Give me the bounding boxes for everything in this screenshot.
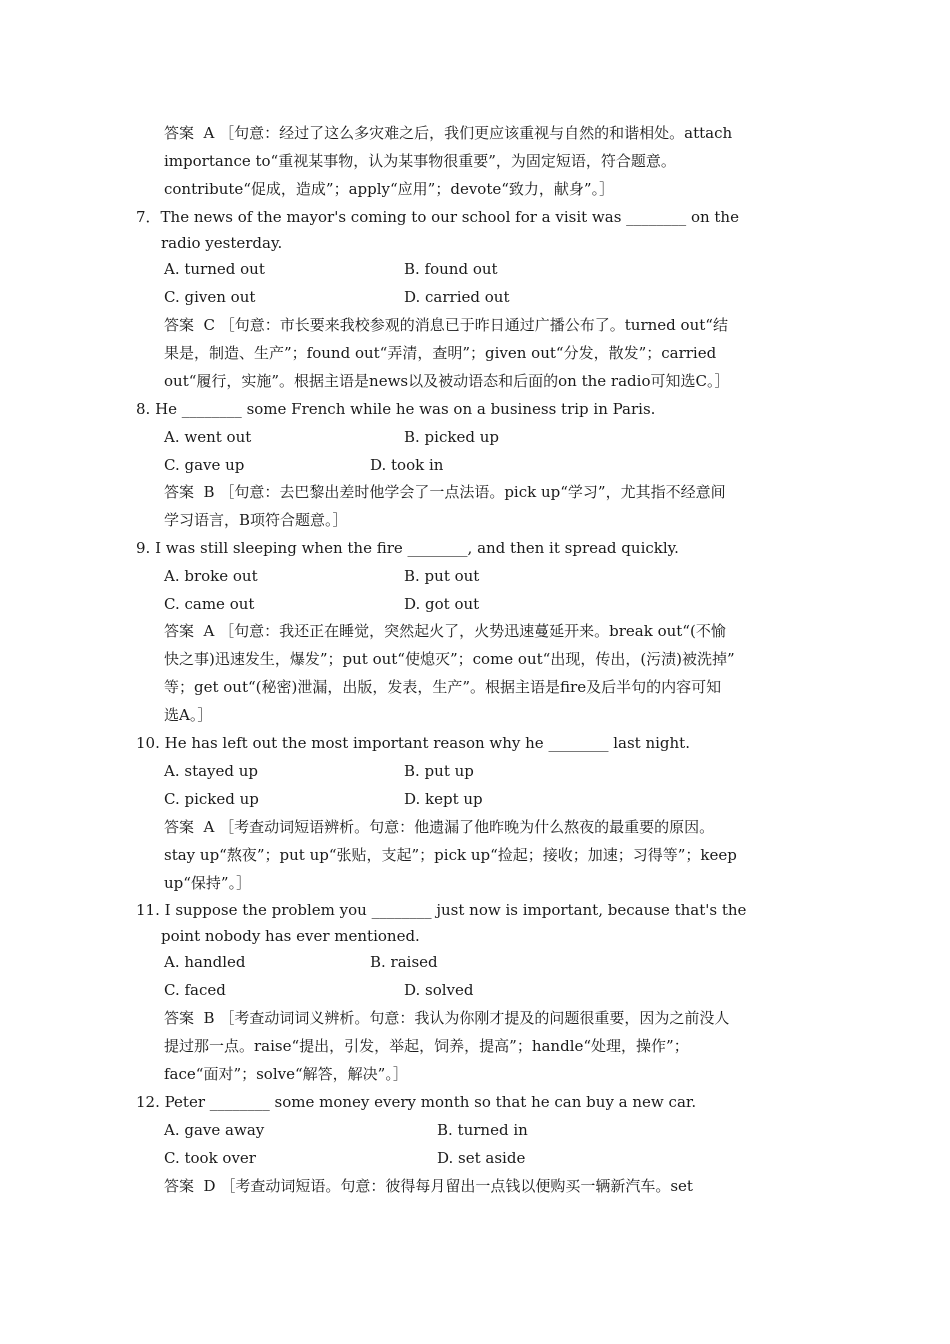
q9-option-c: C. came out (164, 595, 255, 613)
q10-answer-line-2: stay up“熬夜”；put up“张贴，支起”；pick up“捡起；接收；加速；习得等”；keep (164, 846, 737, 864)
q8-answer-line-1: 答案 B ［句意：去巴黎出差时他学会了一点法语。pick up“学习”，尤其指不经意间 (164, 483, 726, 501)
q7-answer-line-3: out“履行，实施”。根据主语是news以及被动语态和后面的on the radio可知选C。］ (164, 372, 730, 390)
q7-answer-line-1: 答案 C ［句意：市长要来我校参观的消息已于昨日通过广播公布了。turned out“结 (164, 316, 728, 334)
q10-answer-line-1: 答案 A ［考查动词短语辨析。句意：他遗漏了他昨晚为什么熬夜的最重要的原因。 (164, 818, 715, 836)
q8-option-b: B. picked up (404, 428, 499, 446)
q7-stem-line-1: 7．The news of the mayor's coming to our school for a visit was ________ on the (136, 208, 739, 226)
q8-answer-line-2: 学习语言，B项符合题意。］ (164, 511, 348, 529)
q9-answer-line-3: 等；get out“(秘密)泄漏，出版，发表，生产”。根据主语是fire及后半句的内容可知 (164, 678, 722, 696)
q11-answer-line-1: 答案 B ［考查动词词义辨析。句意：我认为你刚才提及的问题很重要，因为之前没人 (164, 1009, 730, 1027)
q8-option-a: A. went out (164, 428, 252, 446)
q12-stem-line-1: 12. Peter ________ some money every month so that he can buy a new car. (136, 1093, 697, 1111)
q12-option-a: A. gave away (164, 1121, 265, 1139)
q10-option-a: A. stayed up (164, 762, 259, 780)
q7-option-d: D. carried out (404, 288, 510, 306)
q6-answer-line-2: importance to“重视某事物，认为某事物很重要”，为固定短语，符合题意。 (164, 152, 676, 170)
q11-option-d: D. solved (404, 981, 474, 999)
q7-option-c: C. given out (164, 288, 256, 306)
q9-option-d: D. got out (404, 595, 480, 613)
q9-answer-line-2: 快之事)迅速发生，爆发”；put out“使熄灭”；come out“出现，传出，(污渍)被洗掉” (164, 650, 735, 668)
q12-option-b: B. turned in (437, 1121, 528, 1139)
q12-answer-line-1: 答案 D ［考查动词短语。句意：彼得每月留出一点钱以便购买一辆新汽车。set (164, 1177, 693, 1195)
q10-stem-line-1: 10. He has left out the most important reason why he ________ last night. (136, 734, 690, 752)
q9-option-b: B. put out (404, 567, 480, 585)
q9-answer-line-1: 答案 A ［句意：我还正在睡觉，突然起火了，火势迅速蔓延开来。break out“(不愉 (164, 622, 726, 640)
q8-stem-line-1: 8. He ________ some French while he was on a business trip in Paris. (136, 400, 656, 418)
q10-option-b: B. put up (404, 762, 474, 780)
q12-option-c: C. took over (164, 1149, 256, 1167)
q11-stem-line-1: 11. I suppose the problem you ________ just now is important, because that's the (136, 901, 747, 919)
q8-option-c: C. gave up (164, 456, 245, 474)
q9-option-a: A. broke out (164, 567, 258, 585)
q12-option-d: D. set aside (437, 1149, 526, 1167)
q11-stem-line-2: point nobody has ever mentioned. (161, 927, 420, 945)
q11-option-c: C. faced (164, 981, 226, 999)
q11-option-b: B. raised (370, 953, 438, 971)
q7-option-a: A. turned out (164, 260, 265, 278)
q6-answer-line-3: contribute“促成，造成”；apply“应用”；devote“致力，献身”。］ (164, 180, 615, 198)
q11-answer-line-2: 提过那一点。raise“提出，引发，举起，饲养，提高”；handle“处理，操作”； (164, 1037, 689, 1055)
q11-answer-line-3: face“面对”；solve“解答，解决”。］ (164, 1065, 408, 1083)
q6-answer-line-1: 答案 A ［句意：经过了这么多灾难之后，我们更应该重视与自然的和谐相处。attach (164, 124, 733, 142)
q10-option-c: C. picked up (164, 790, 259, 808)
q7-answer-line-2: 果是，制造、生产”；found out“弄清，查明”；given out“分发，散发”；carried (164, 344, 717, 362)
q10-option-d: D. kept up (404, 790, 483, 808)
q7-stem-line-2: radio yesterday. (161, 234, 283, 252)
q10-answer-line-3: up“保持”。］ (164, 874, 252, 892)
q11-option-a: A. handled (164, 953, 246, 971)
q9-stem-line-1: 9. I was still sleeping when the fire ________, and then it spread quickly. (136, 539, 679, 557)
q9-answer-line-4: 选A。］ (164, 706, 213, 724)
q7-option-b: B. found out (404, 260, 498, 278)
q8-option-d: D. took in (370, 456, 444, 474)
